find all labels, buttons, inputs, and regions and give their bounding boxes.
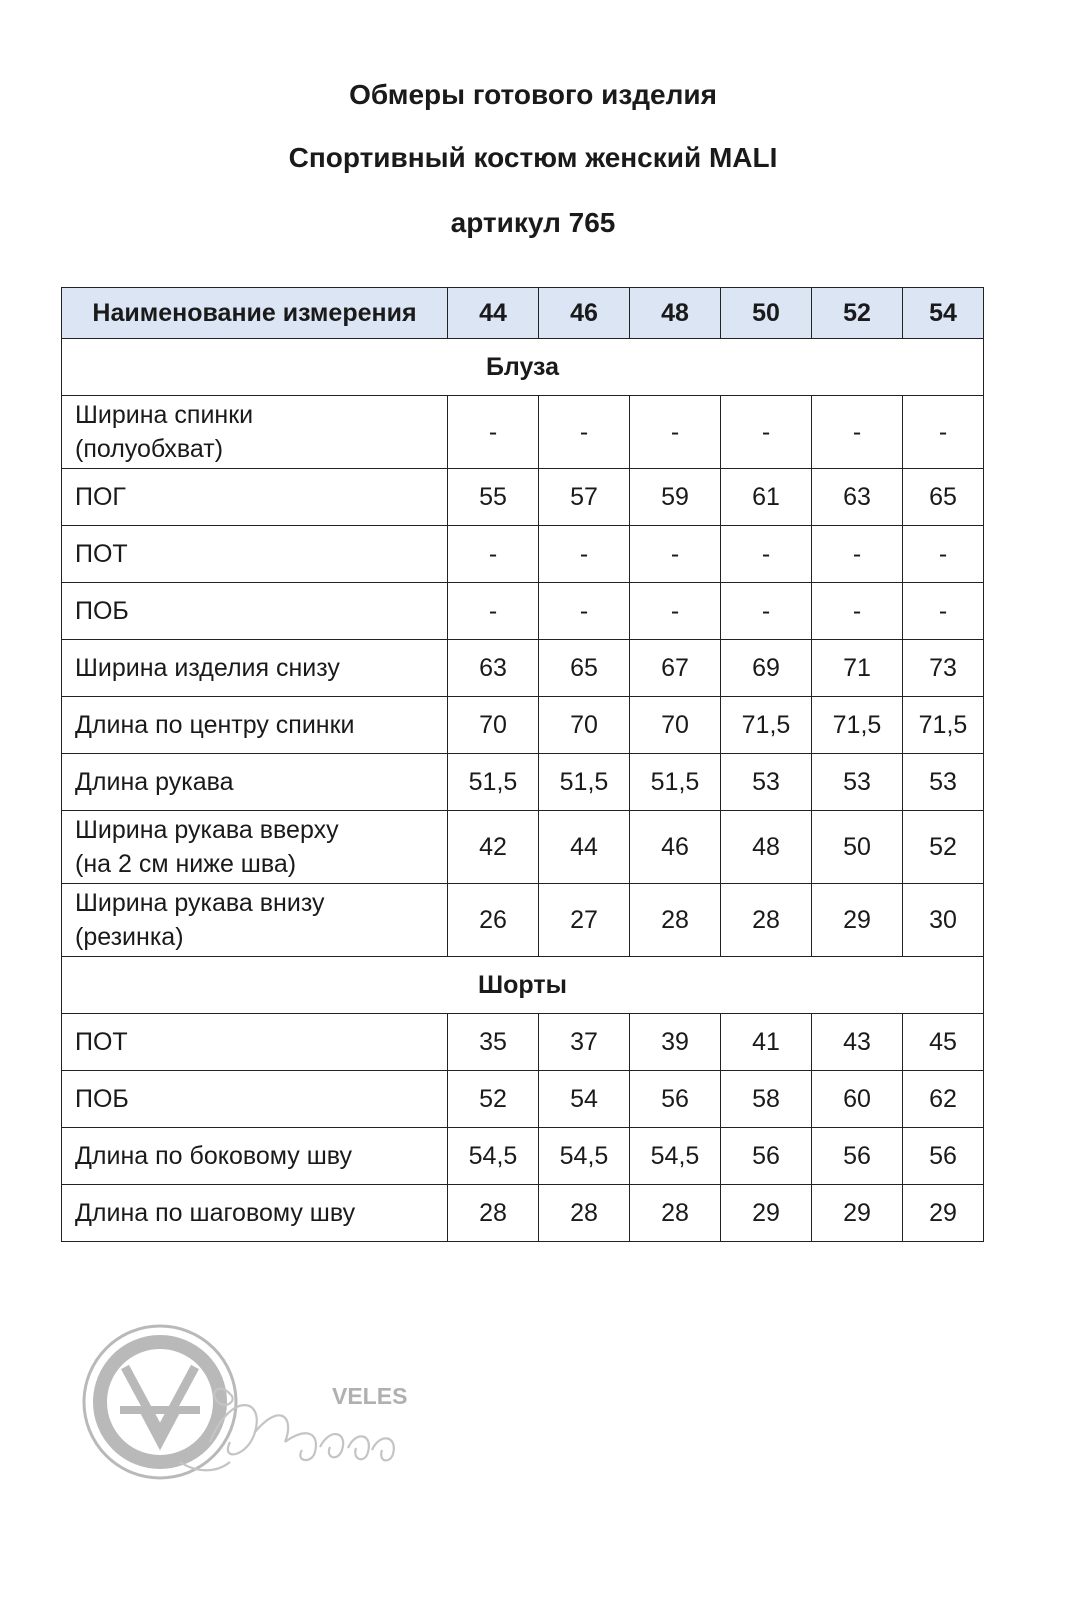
measurement-value: 70 xyxy=(630,697,721,754)
measurement-value: 59 xyxy=(630,469,721,526)
product-name: Спортивный костюм женский MALI xyxy=(288,142,778,173)
measurement-label: Длина рукава xyxy=(62,754,448,811)
size-header: 54 xyxy=(903,288,984,339)
measurement-value: - xyxy=(539,396,630,469)
section-title: Блуза xyxy=(62,339,984,396)
section-row xyxy=(62,957,984,1014)
article-number: артикул 765 xyxy=(450,207,616,238)
measurement-value: 28 xyxy=(448,1185,539,1242)
measurement-value: 45 xyxy=(903,1014,984,1071)
table-row xyxy=(62,469,984,526)
table-row xyxy=(62,396,984,469)
measurement-value: 71,5 xyxy=(903,697,984,754)
measurement-value: 54 xyxy=(539,1071,630,1128)
measurement-value: 71,5 xyxy=(812,697,903,754)
section-title: Шорты xyxy=(62,957,984,1014)
measurement-value: 48 xyxy=(721,811,812,884)
measurement-value: - xyxy=(812,396,903,469)
measurement-value: 56 xyxy=(630,1071,721,1128)
measurement-value: 57 xyxy=(539,469,630,526)
measurement-value: - xyxy=(721,526,812,583)
measurement-value: 69 xyxy=(721,640,812,697)
measurement-value: - xyxy=(721,396,812,469)
measurement-value: 28 xyxy=(630,1185,721,1242)
measurement-value: 53 xyxy=(812,754,903,811)
measurement-value: - xyxy=(630,526,721,583)
table-row xyxy=(62,697,984,754)
measurement-value: 28 xyxy=(539,1185,630,1242)
table-row xyxy=(62,640,984,697)
measurement-label: Длина по боковому шву xyxy=(62,1128,448,1185)
measurement-label: ПОБ xyxy=(62,1071,448,1128)
measurement-value: - xyxy=(903,396,984,469)
table-row xyxy=(62,1071,984,1128)
measurement-value: 28 xyxy=(630,884,721,957)
measurement-value: 58 xyxy=(721,1071,812,1128)
measurement-value: 62 xyxy=(903,1071,984,1128)
measurement-label: Ширина рукава внизу (резинка) xyxy=(62,884,448,957)
measurement-value: 65 xyxy=(539,640,630,697)
document-title: Обмеры готового изделия xyxy=(349,79,717,110)
measurement-value: 56 xyxy=(903,1128,984,1185)
measurement-name-header: Наименование измерения xyxy=(62,288,448,339)
measurement-value: 52 xyxy=(903,811,984,884)
measurement-value: - xyxy=(539,583,630,640)
measurement-value: 29 xyxy=(812,884,903,957)
measurement-value: 71,5 xyxy=(721,697,812,754)
measurement-value: 28 xyxy=(721,884,812,957)
measurement-value: 73 xyxy=(903,640,984,697)
measurement-value: - xyxy=(812,526,903,583)
measurement-value: 70 xyxy=(539,697,630,754)
table-row xyxy=(62,884,984,957)
measurement-value: 54,5 xyxy=(539,1128,630,1185)
measurement-value: 63 xyxy=(448,640,539,697)
table-row xyxy=(62,526,984,583)
measurement-value: 35 xyxy=(448,1014,539,1071)
size-header: 52 xyxy=(812,288,903,339)
size-header: 48 xyxy=(630,288,721,339)
measurement-value: 60 xyxy=(812,1071,903,1128)
measurement-value: 51,5 xyxy=(448,754,539,811)
measurement-label: ПОТ xyxy=(62,526,448,583)
measurement-label: ПОТ xyxy=(62,1014,448,1071)
measurement-value: 46 xyxy=(630,811,721,884)
measurement-value: - xyxy=(721,583,812,640)
measurement-value: - xyxy=(448,396,539,469)
measurement-value: 43 xyxy=(812,1014,903,1071)
measurement-value: 65 xyxy=(903,469,984,526)
measurement-value: 51,5 xyxy=(539,754,630,811)
measurement-value: 61 xyxy=(721,469,812,526)
measurement-label: ПОГ xyxy=(62,469,448,526)
veles-moda-logo xyxy=(80,1322,420,1482)
measurement-value: 56 xyxy=(812,1128,903,1185)
measurement-label: Ширина изделия снизу xyxy=(62,640,448,697)
measurement-value: 30 xyxy=(903,884,984,957)
measurement-value: 26 xyxy=(448,884,539,957)
measurement-value: 53 xyxy=(903,754,984,811)
measurement-value: 51,5 xyxy=(630,754,721,811)
table-row xyxy=(62,1128,984,1185)
table-row xyxy=(62,754,984,811)
measurement-value: 54,5 xyxy=(630,1128,721,1185)
measurement-value: - xyxy=(630,396,721,469)
table-body xyxy=(62,339,984,1242)
measurement-value: 27 xyxy=(539,884,630,957)
size-chart-table xyxy=(61,287,984,1242)
measurement-value: 55 xyxy=(448,469,539,526)
measurement-value: 52 xyxy=(448,1071,539,1128)
measurement-value: 50 xyxy=(812,811,903,884)
measurement-value: 29 xyxy=(721,1185,812,1242)
measurement-value: - xyxy=(812,583,903,640)
table-row xyxy=(62,583,984,640)
logo-brand-text: VELES xyxy=(332,1383,408,1409)
measurement-value: 29 xyxy=(903,1185,984,1242)
measurement-value: 53 xyxy=(721,754,812,811)
measurement-value: - xyxy=(903,583,984,640)
measurement-label: Длина по шаговому шву xyxy=(62,1185,448,1242)
measurement-value: 71 xyxy=(812,640,903,697)
table-row xyxy=(62,1185,984,1242)
measurement-value: 37 xyxy=(539,1014,630,1071)
measurement-value: 41 xyxy=(721,1014,812,1071)
measurement-value: 39 xyxy=(630,1014,721,1071)
measurement-label: ПОБ xyxy=(62,583,448,640)
measurement-value: 63 xyxy=(812,469,903,526)
measurement-value: 56 xyxy=(721,1128,812,1185)
measurement-value: 54,5 xyxy=(448,1128,539,1185)
measurement-value: - xyxy=(903,526,984,583)
measurement-label: Ширина спинки (полуобхват) xyxy=(62,396,448,469)
measurement-value: 44 xyxy=(539,811,630,884)
measurement-value: - xyxy=(448,526,539,583)
section-row xyxy=(62,339,984,396)
table-row xyxy=(62,1014,984,1071)
table-header-row xyxy=(62,288,984,339)
measurement-value: 29 xyxy=(812,1185,903,1242)
table-row xyxy=(62,811,984,884)
size-header: 46 xyxy=(539,288,630,339)
measurement-value: - xyxy=(448,583,539,640)
measurement-value: 70 xyxy=(448,697,539,754)
measurement-label: Длина по центру спинки xyxy=(62,697,448,754)
size-header: 44 xyxy=(448,288,539,339)
measurement-value: - xyxy=(630,583,721,640)
measurement-value: 42 xyxy=(448,811,539,884)
measurement-value: 67 xyxy=(630,640,721,697)
measurement-label: Ширина рукава вверху (на 2 см ниже шва) xyxy=(62,811,448,884)
measurement-value: - xyxy=(539,526,630,583)
size-header: 50 xyxy=(721,288,812,339)
